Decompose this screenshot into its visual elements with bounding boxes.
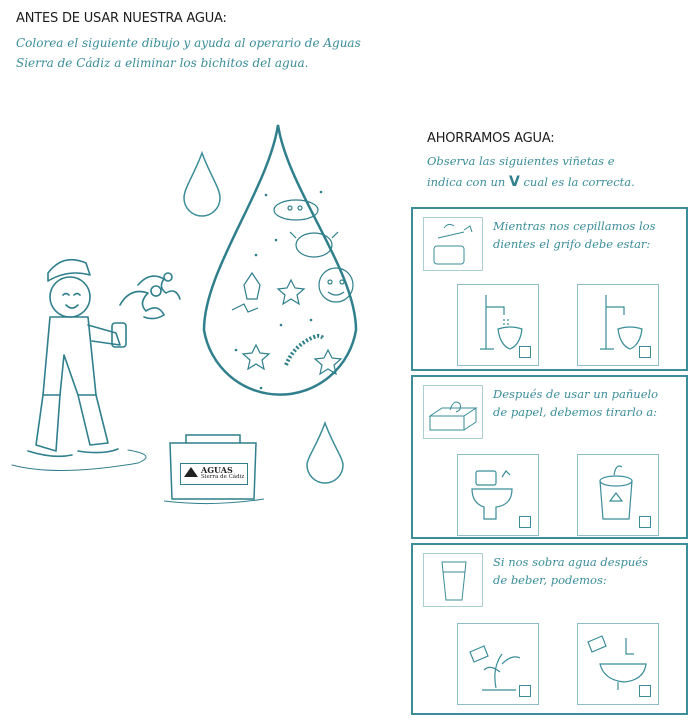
saving-instruction-line-1: Observa las siguientes viñetas e [427, 154, 615, 168]
option-pour-sink[interactable] [577, 623, 659, 705]
germs-water-drop[interactable] [196, 120, 376, 420]
instruction-line-2: Sierra de Cádiz a eliminar los bichitos del agua. [16, 56, 309, 70]
question-text-2: Después de usar un pañuelo de papel, debemos tirarlo a: [493, 387, 659, 419]
instruction-suffix: cual es la correcta. [523, 175, 635, 189]
toothbrush-icon [423, 217, 483, 271]
option-recycling-bin[interactable] [577, 454, 659, 536]
page-title: ANTES DE USAR NUESTRA AGUA: [16, 11, 227, 26]
question-card-3 [411, 543, 688, 715]
question-card-1 [411, 207, 688, 371]
option-toilet[interactable] [457, 454, 539, 536]
brand-logo [180, 463, 248, 485]
question-text-3: Si nos sobra agua después de beber, podemos: [493, 555, 648, 587]
option-water-plant[interactable] [457, 623, 539, 705]
company-kit-box [168, 433, 258, 501]
brand-sub: Sierra de Cádiz [201, 474, 245, 480]
question-card-2 [411, 375, 688, 539]
saving-instruction-line-2 [427, 172, 635, 192]
instruction-prefix: indica con un [427, 175, 506, 189]
answer-checkbox[interactable] [519, 346, 531, 358]
glass-icon [423, 553, 483, 607]
answer-checkbox[interactable] [519, 516, 531, 528]
answer-checkbox[interactable] [639, 685, 651, 697]
mountain-logo-icon [184, 467, 198, 477]
answer-checkbox[interactable] [639, 516, 651, 528]
water-drop-small-icon [303, 420, 363, 490]
question-text-1: Mientras nos cepillamos los dientes el grifo debe estar: [493, 219, 656, 251]
tissue-box-icon [423, 385, 483, 439]
brand-name: AGUAS [201, 465, 233, 475]
answer-checkbox[interactable] [519, 685, 531, 697]
answer-checkbox[interactable] [639, 346, 651, 358]
section-title: AHORRAMOS AGUA: [427, 131, 555, 146]
option-tap-closed[interactable] [577, 284, 659, 366]
instruction-line-1: Colorea el siguiente dibujo y ayuda al operario de Aguas [16, 36, 361, 50]
mark-letter: V [508, 174, 520, 190]
option-tap-running[interactable] [457, 284, 539, 366]
